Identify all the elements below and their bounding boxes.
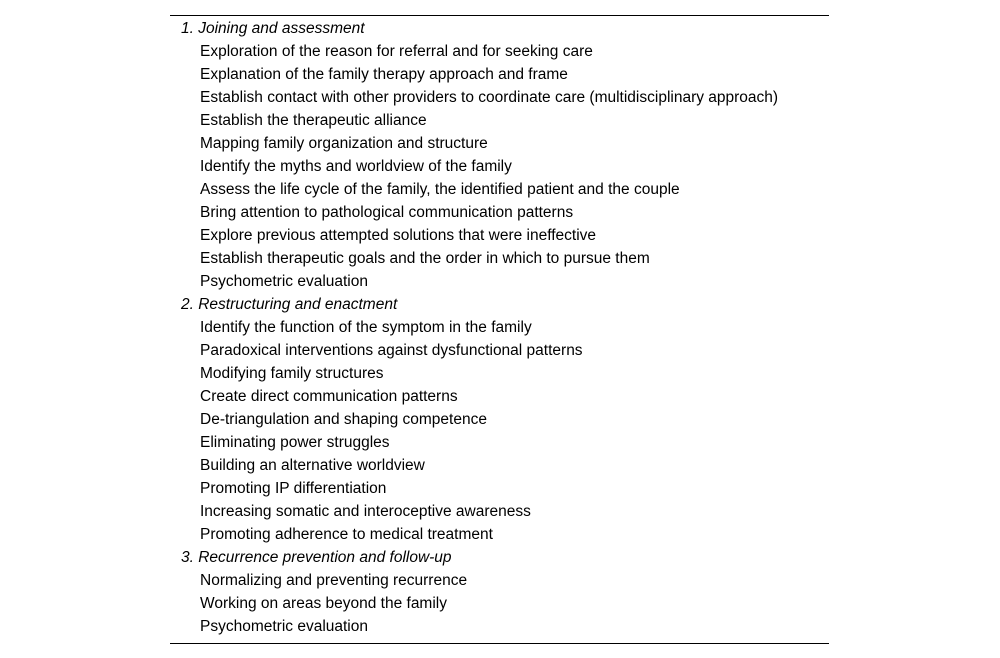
list-item: Working on areas beyond the family (200, 595, 447, 612)
list-item: Assess the life cycle of the family, the identified patient and the couple (200, 181, 680, 198)
list-item: Eliminating power struggles (200, 434, 390, 451)
list-item: Normalizing and preventing recurrence (200, 572, 468, 589)
list-item: Establish contact with other providers to coordinate care (multidisciplinary approach) (200, 89, 779, 106)
list-item: Exploration of the reason for referral and for seeking care (200, 43, 593, 60)
list-item: De-triangulation and shaping competence (200, 411, 487, 428)
list-item: Explanation of the family therapy approach and frame (200, 66, 568, 83)
phase-heading: 2. Restructuring and enactment (181, 296, 398, 313)
therapy-phases-table (170, 15, 829, 644)
phase-heading: 1. Joining and assessment (181, 20, 365, 37)
list-item: Psychometric evaluation (200, 273, 368, 290)
list-item: Establish therapeutic goals and the order in which to pursue them (200, 250, 650, 267)
list-item: Promoting IP differentiation (200, 480, 387, 497)
list-item: Modifying family structures (200, 365, 384, 382)
list-item: Create direct communication patterns (200, 388, 458, 405)
phase-heading: 3. Recurrence prevention and follow-up (181, 549, 452, 566)
list-item: Building an alternative worldview (200, 457, 425, 474)
list-item: Bring attention to pathological communication patterns (200, 204, 574, 221)
list-item: Explore previous attempted solutions that were ineffective (200, 227, 597, 244)
list-item: Mapping family organization and structure (200, 135, 488, 152)
list-item: Identify the function of the symptom in the family (200, 319, 532, 336)
list-item: Promoting adherence to medical treatment (200, 526, 493, 543)
list-item: Psychometric evaluation (200, 618, 368, 635)
list-item: Increasing somatic and interoceptive awareness (200, 503, 531, 520)
list-item: Identify the myths and worldview of the family (200, 158, 512, 175)
list-item: Paradoxical interventions against dysfunctional patterns (200, 342, 583, 359)
list-item: Establish the therapeutic alliance (200, 112, 427, 129)
